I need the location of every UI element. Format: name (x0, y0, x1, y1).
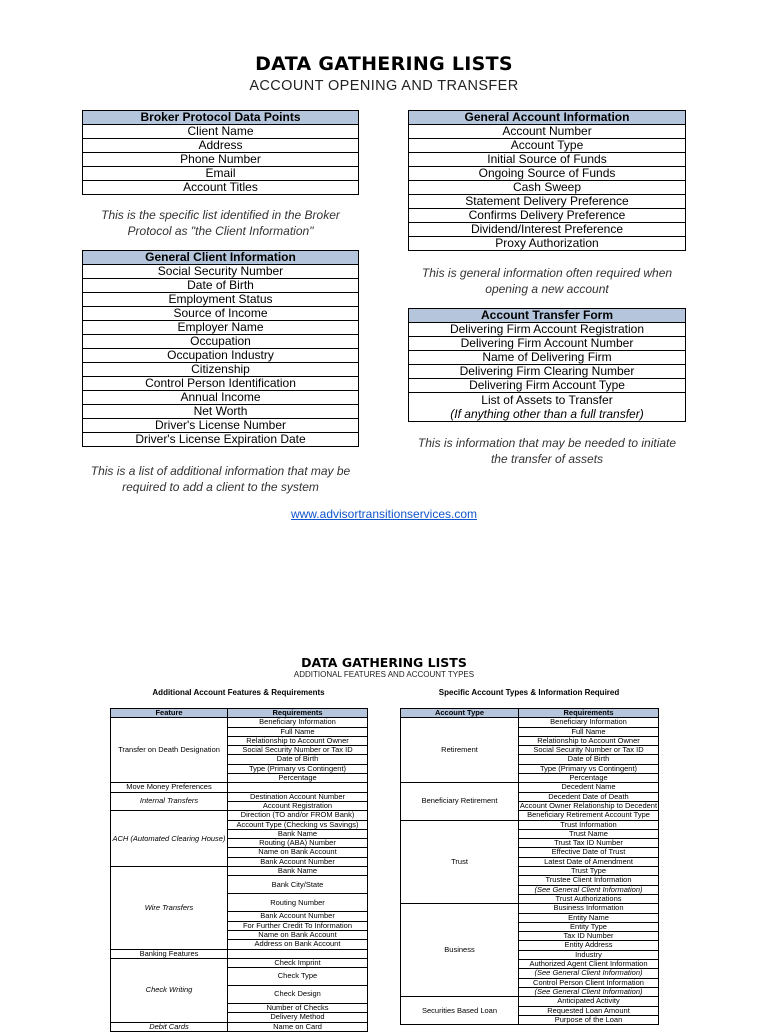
table-row (83, 405, 359, 419)
table-cell: Delivering Firm Account Type (409, 379, 686, 393)
table-cell: Initial Source of Funds (409, 153, 686, 167)
group-label: ACH (Automated Clearing House) (111, 811, 228, 867)
requirement-cell: Name on Card (228, 1022, 368, 1031)
table-cell: Net Worth (83, 405, 359, 419)
requirement-cell: Anticipated Activity (519, 997, 659, 1006)
requirement-cell: Tax ID Number (519, 932, 659, 941)
transfer-header: Account Transfer Form (409, 309, 686, 323)
requirement-cell: Account Type (Checking vs Savings) (228, 820, 368, 829)
table-cell: Statement Delivery Preference (409, 195, 686, 209)
requirement-cell: Bank Account Number (228, 912, 368, 921)
table-cell: Delivering Firm Account Number (409, 337, 686, 351)
table-row (111, 718, 368, 727)
requirement-cell: Full Name (228, 727, 368, 736)
requirement-cell: Social Security Number or Tax ID (228, 746, 368, 755)
table-row (83, 181, 359, 195)
broker-header: Broker Protocol Data Points (83, 111, 359, 125)
requirement-cell: Routing Number (228, 894, 368, 912)
table-row (111, 811, 368, 820)
requirement-cell: Destination Account Number (228, 792, 368, 801)
group-label: Internal Transfers (111, 792, 228, 811)
general-account-note: This is general information often required when opening a new account (421, 266, 673, 296)
requirement-cell: Trust Name (519, 829, 659, 838)
general-client-note: This is a list of additional information that may be required to add a client to the system (90, 464, 351, 494)
general-client-table (82, 250, 359, 447)
col-header: Account Type (401, 709, 519, 718)
requirement-cell: Requested Loan Amount (519, 1006, 659, 1015)
requirement-cell: Account Owner Relationship to Decedent (519, 801, 658, 810)
table-row (83, 377, 359, 391)
requirement-cell: Beneficiary Information (228, 718, 368, 727)
requirement-cell: Bank City/State (228, 876, 368, 894)
table-row (83, 153, 359, 167)
general_account-header: General Account Information (409, 111, 686, 125)
table-cell: Occupation Industry (83, 349, 359, 363)
page-subtitle: ACCOUNT OPENING AND TRANSFER (249, 78, 519, 94)
table-row (409, 153, 686, 167)
requirement-cell: Decedent Name (519, 783, 659, 792)
requirement-cell: Beneficiary Retirement Account Type (519, 811, 659, 820)
table-cell: Occupation (83, 335, 359, 349)
features-heading: Additional Account Features & Requirements (152, 688, 325, 697)
table-row (83, 265, 359, 279)
group-label: Wire Transfers (111, 867, 228, 949)
requirement-cell: Address on Bank Account (228, 940, 368, 949)
account-transfer-table (408, 308, 686, 422)
requirement-cell: Percentage (228, 774, 368, 783)
requirement-cell: Trust Type (519, 867, 659, 876)
page-title: DATA GATHERING LISTS (255, 53, 513, 75)
website-link[interactable]: www.advisortransitionservices.com (290, 507, 478, 521)
page2-subtitle: ADDITIONAL FEATURES AND ACCOUNT TYPES (293, 670, 475, 679)
table-cell: Address (83, 139, 359, 153)
group-label: Move Money Preferences (111, 783, 228, 792)
table-cell: Date of Birth (83, 279, 359, 293)
requirement-cell: Delivery Method (228, 1013, 368, 1022)
assets-to-transfer-cell (409, 393, 686, 422)
requirement-cell: For Further Credit To Information (228, 921, 368, 930)
group-label: Banking Features (111, 949, 228, 958)
general_client-header: General Client Information (83, 251, 359, 265)
requirement-cell: Entity Name (519, 913, 659, 922)
requirement-cell: Trust Tax ID Number (519, 839, 659, 848)
requirement-cell: Industry (519, 950, 659, 959)
table-cell: Ongoing Source of Funds (409, 167, 686, 181)
requirement-cell: Check Type (228, 968, 368, 986)
requirement-cell: (See General Client Information) (519, 987, 659, 996)
requirement-cell: Authorized Agent Client Information (519, 960, 659, 969)
requirement-cell: Name on Bank Account (228, 930, 368, 939)
requirement-cell: Check Imprint (228, 958, 368, 967)
requirement-cell: Number of Checks (228, 1004, 368, 1013)
table-row (409, 125, 686, 139)
table-cell (228, 783, 368, 792)
table-cell: Driver's License Number (83, 419, 359, 433)
page2-title: DATA GATHERING LISTS (301, 655, 467, 670)
broker-protocol-table (82, 110, 359, 195)
table-cell: Confirms Delivery Preference (409, 209, 686, 223)
table-cell: Source of Income (83, 307, 359, 321)
col-header: Requirements (519, 709, 659, 718)
table-row (83, 167, 359, 181)
col-header: Feature (111, 709, 228, 718)
table-row (409, 209, 686, 223)
requirement-cell: Relationship to Account Owner (228, 736, 368, 745)
assets-to-transfer-sub: (If anything other than a full transfer) (450, 407, 644, 421)
col-header: Requirements (228, 709, 368, 718)
table-row (409, 393, 686, 422)
group-label: Retirement (401, 718, 519, 783)
requirement-cell: Decedent Date of Death (519, 792, 659, 801)
requirement-cell: Business Information (519, 904, 659, 913)
table-cell: Delivering Firm Clearing Number (409, 365, 686, 379)
requirement-cell: Date of Birth (228, 755, 368, 764)
requirement-cell: Beneficiary Information (519, 718, 659, 727)
table-row (409, 379, 686, 393)
requirement-cell: Effective Date of Trust (519, 848, 659, 857)
group-label: Transfer on Death Designation (111, 718, 228, 783)
account-types-heading: Specific Account Types & Information Required (438, 688, 620, 697)
requirement-cell: Relationship to Account Owner (519, 736, 659, 745)
table-row (83, 349, 359, 363)
table-cell (228, 949, 368, 958)
requirement-cell: Purpose of the Loan (519, 1015, 659, 1024)
table-row (111, 958, 368, 967)
table-cell: Email (83, 167, 359, 181)
requirement-cell: Name on Bank Account (228, 848, 368, 857)
table-row (83, 279, 359, 293)
table-cell: Delivering Firm Account Registration (409, 323, 686, 337)
requirement-cell: Date of Birth (519, 755, 659, 764)
requirement-cell: Control Person Client Information (519, 978, 659, 987)
requirement-cell: Account Registration (228, 801, 368, 810)
table-row (401, 904, 659, 913)
requirement-cell: (See General Client Information) (519, 885, 659, 894)
requirement-cell: Bank Name (228, 829, 368, 838)
table-row (401, 718, 659, 727)
table-cell: Account Titles (83, 181, 359, 195)
requirement-cell: Type (Primary vs Contingent) (519, 764, 659, 773)
table-cell: Cash Sweep (409, 181, 686, 195)
table-cell: Employer Name (83, 321, 359, 335)
table-row (111, 867, 368, 876)
table-row (401, 820, 659, 829)
table-row (111, 792, 368, 801)
general-account-table (408, 110, 686, 251)
requirement-cell: Direction (TO and/or FROM Bank) (228, 811, 368, 820)
table-row (409, 223, 686, 237)
table-row (409, 237, 686, 251)
features-table (110, 708, 368, 1032)
table-row (83, 293, 359, 307)
table-row (409, 167, 686, 181)
requirement-cell: Social Security Number or Tax ID (519, 746, 659, 755)
requirement-cell: Percentage (519, 774, 659, 783)
requirement-cell: Entity Type (519, 922, 659, 931)
table-cell: Driver's License Expiration Date (83, 433, 359, 447)
requirement-cell: Trust Authorizations (519, 894, 659, 903)
assets-to-transfer: List of Assets to Transfer (481, 393, 613, 407)
table-row (83, 363, 359, 377)
table-row (83, 391, 359, 405)
requirement-cell: Type (Primary vs Contingent) (228, 764, 368, 773)
table-cell: Client Name (83, 125, 359, 139)
table-cell: Account Type (409, 139, 686, 153)
table-row (83, 321, 359, 335)
table-cell: Proxy Authorization (409, 237, 686, 251)
table-cell: Annual Income (83, 391, 359, 405)
table-cell: Name of Delivering Firm (409, 351, 686, 365)
requirement-cell: Entity Address (519, 941, 659, 950)
requirement-cell: Latest Date of Amendment (519, 857, 659, 866)
requirement-cell: Bank Account Number (228, 857, 368, 866)
requirement-cell: (See General Client Information) (519, 969, 659, 978)
table-row (83, 433, 359, 447)
table-row (409, 323, 686, 337)
table-row (409, 181, 686, 195)
account-transfer-note: This is information that may be needed to initiate the transfer of assets (417, 436, 677, 466)
requirement-cell: Trust Information (519, 820, 659, 829)
table-cell: Employment Status (83, 293, 359, 307)
table-row (409, 337, 686, 351)
table-row (83, 335, 359, 349)
table-row (401, 783, 659, 792)
table-cell: Phone Number (83, 153, 359, 167)
requirement-cell: Check Design (228, 986, 368, 1004)
table-row (409, 365, 686, 379)
requirement-cell: Routing (ABA) Number (228, 839, 368, 848)
table-cell: Dividend/Interest Preference (409, 223, 686, 237)
requirement-cell: Bank Name (228, 867, 368, 876)
table-row (409, 139, 686, 153)
table-row (401, 997, 659, 1006)
table-row (83, 307, 359, 321)
table-row (83, 139, 359, 153)
table-row (83, 419, 359, 433)
group-label: Beneficiary Retirement (401, 783, 519, 820)
broker-protocol-note: This is the specific list identified in the Broker Protocol as "the Client Information" (101, 208, 340, 238)
table-cell: Citizenship (83, 363, 359, 377)
table-row (409, 351, 686, 365)
group-label: Check Writing (111, 958, 228, 1022)
table-cell: Social Security Number (83, 265, 359, 279)
table-cell: Control Person Identification (83, 377, 359, 391)
requirement-cell: Trustee Client Information (519, 876, 659, 885)
table-row (409, 195, 686, 209)
table-row (111, 783, 368, 792)
group-label: Business (401, 904, 519, 997)
group-label: Debit Cards (111, 1022, 228, 1031)
table-cell: Account Number (409, 125, 686, 139)
table-row (83, 125, 359, 139)
requirement-cell: Full Name (519, 727, 659, 736)
account-types-table (400, 708, 659, 1025)
group-label: Trust (401, 820, 519, 904)
table-row (111, 949, 368, 958)
group-label: Securities Based Loan (401, 997, 519, 1025)
